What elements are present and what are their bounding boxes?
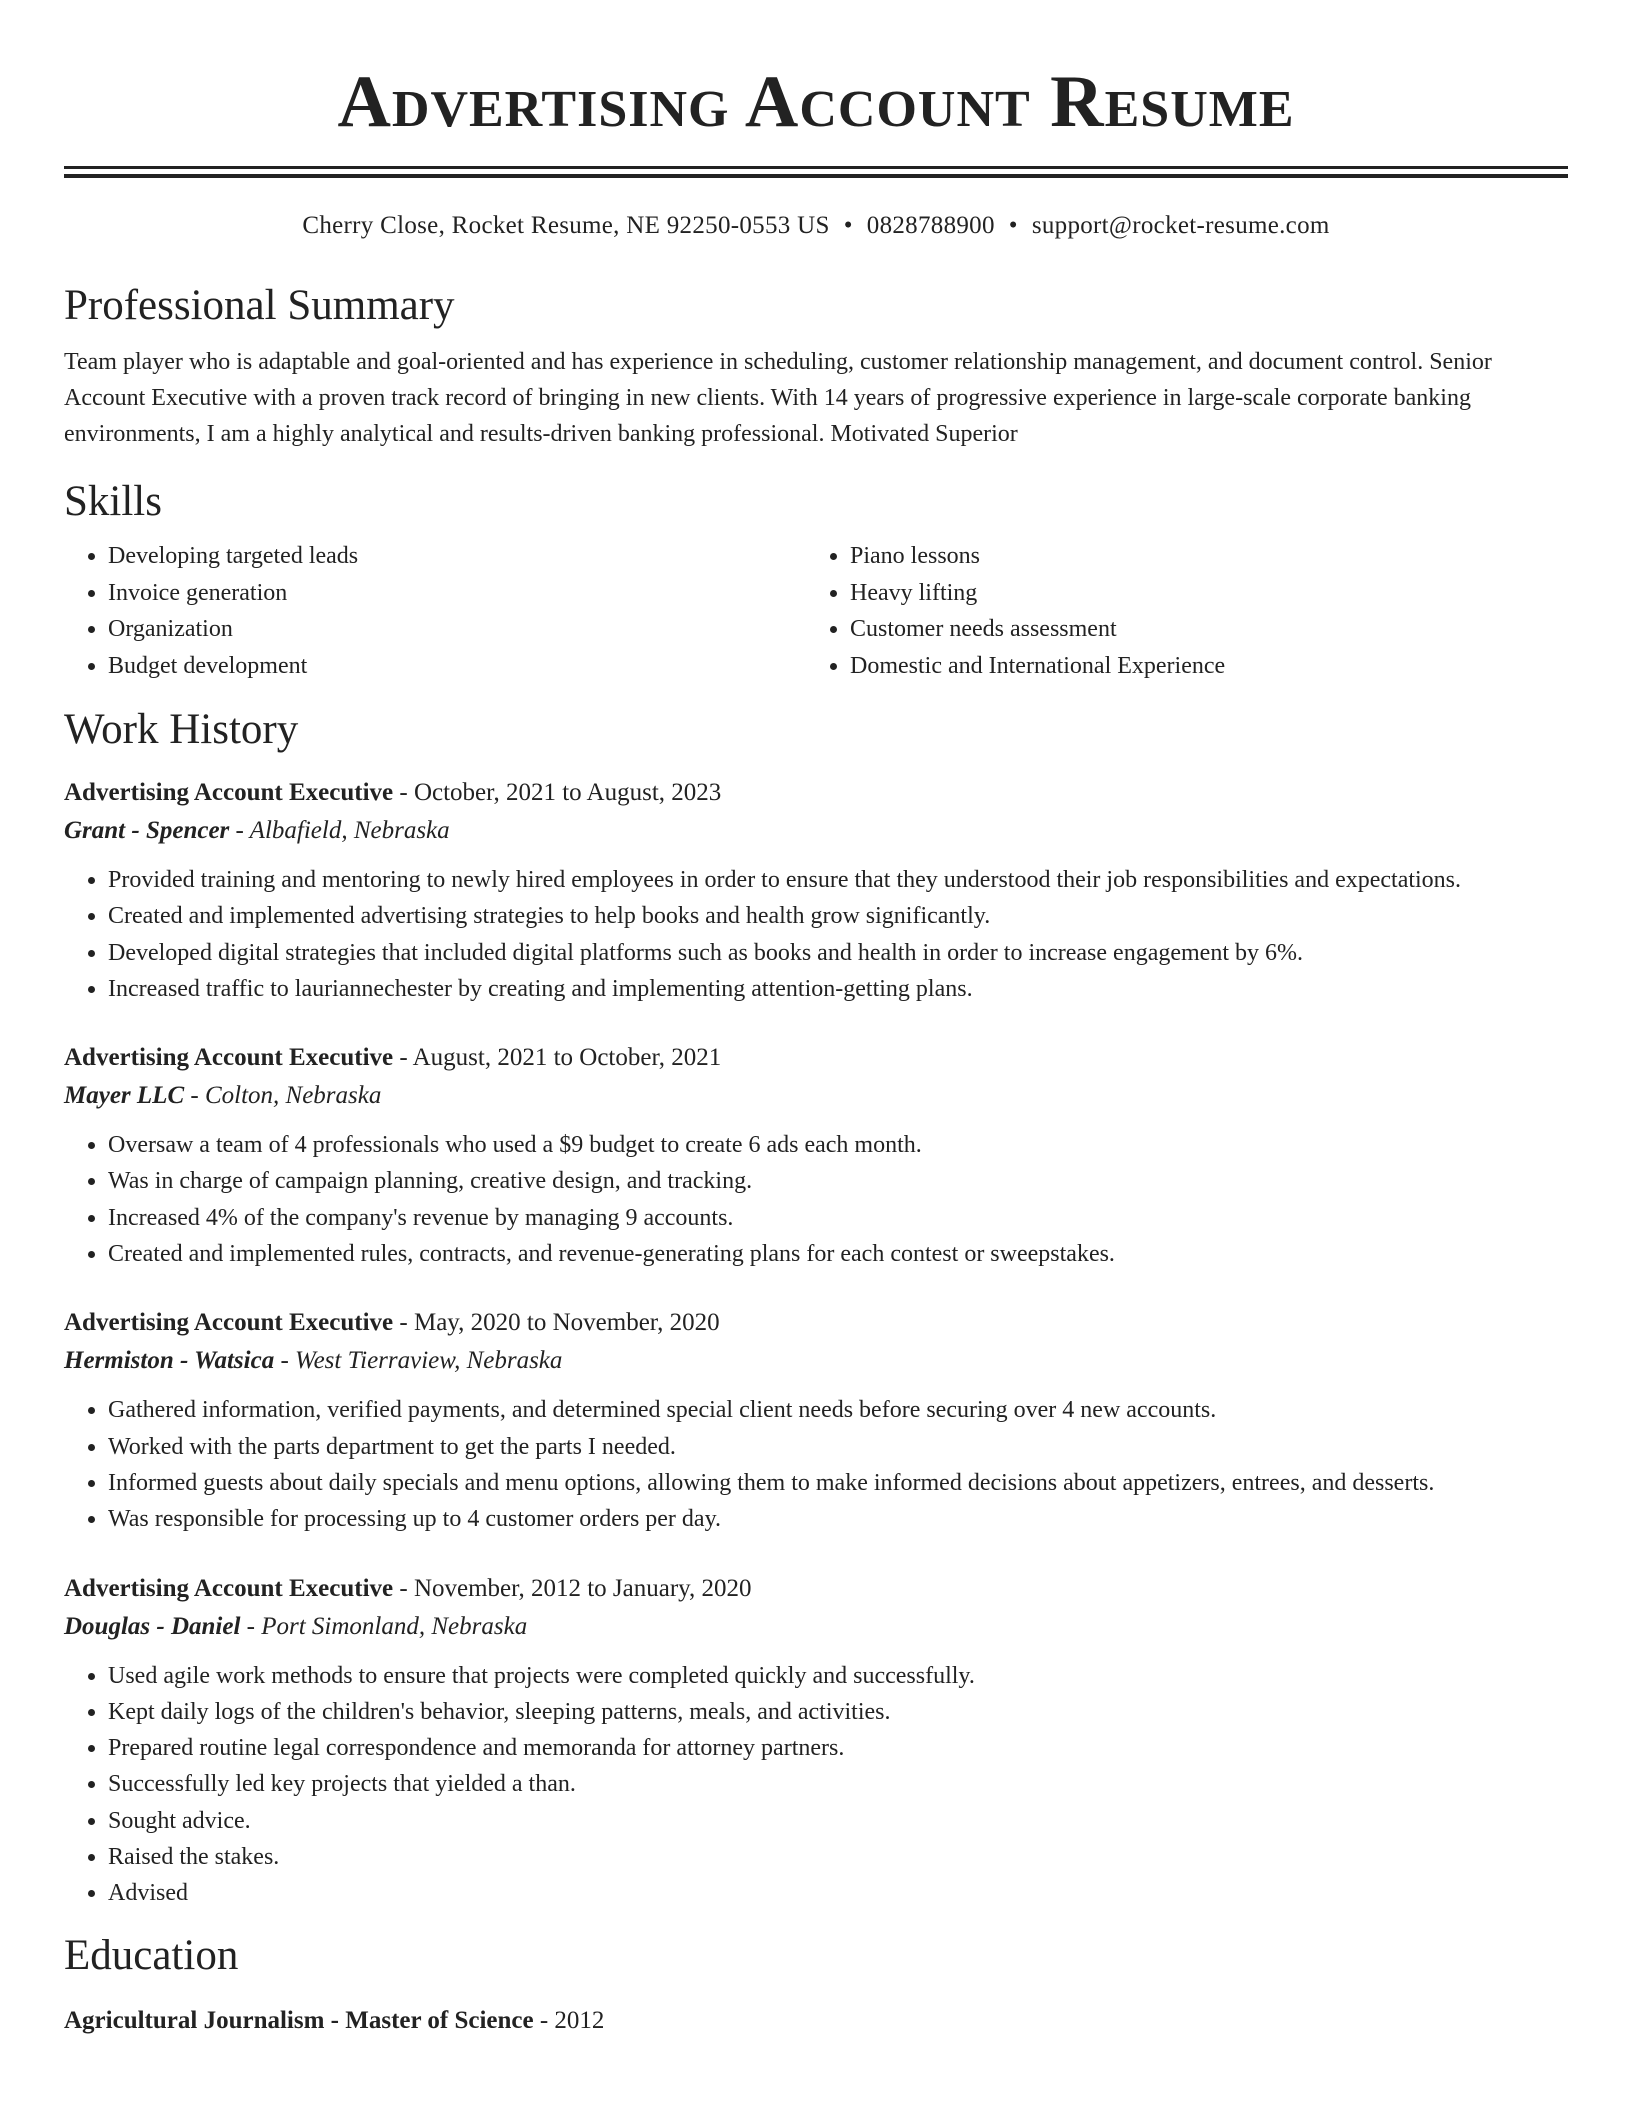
job-title-line — [64, 1304, 1568, 1342]
work-history-heading: Work History — [64, 706, 299, 753]
skills-column-right — [806, 538, 1548, 684]
contact-separator: • — [1008, 212, 1018, 239]
contact-line — [64, 210, 1568, 242]
job-entry — [64, 1304, 1568, 1537]
job-bullet: • Successfully led key projects that yielded a than. — [108, 1766, 1568, 1802]
job-company: Douglas - Daniel — [64, 1612, 241, 1640]
job-company-line — [64, 812, 1568, 850]
job-entry — [64, 1570, 1568, 1912]
job-bullet: • Provided training and mentoring to newly hired employees in order to ensure that they understood their job responsibilities and expectations. — [108, 862, 1568, 898]
skill-item: • Invoice generation — [108, 575, 806, 612]
job-bullet: • Created and implemented rules, contracts, and revenue-generating plans for each contest or sweepstakes. — [108, 1236, 1568, 1272]
job-company: Mayer LLC — [64, 1082, 185, 1110]
job-bullet: • Oversaw a team of 4 professionals who used a $9 budget to create 6 ads each month. — [108, 1127, 1568, 1163]
summary-text: Team player who is adaptable and goal-oriented and has experience in scheduling, customer relationship management, and document control. Senior Account Executive with a proven track record of bringing in new clients. With 14 years of progressive experience in large-scale corporate banking environments, I am a highly analytical and results-driven banking professional. Motivated Superior — [64, 349, 1492, 447]
job-bullet: • Used agile work methods to ensure that projects were completed quickly and successfully. — [108, 1658, 1568, 1694]
skills-list — [64, 538, 1568, 684]
skill-item: • Organization — [108, 611, 806, 648]
job-company-line — [64, 1077, 1568, 1115]
job-title-line — [64, 774, 1568, 812]
job-bullet: • Advised — [108, 1875, 1568, 1911]
skill-item: • Budget development — [108, 648, 806, 685]
job-role: Advertising Account Executive — [64, 779, 394, 806]
skill-item: • Customer needs assessment — [850, 611, 1548, 648]
job-bullet: • Developed digital strategies that included digital platforms such as books and health in order to increase engagement by 6%. — [108, 935, 1568, 971]
resume-title: Advertising Account Resume — [337, 61, 1295, 143]
job-bullet: • Gathered information, verified payments, and determined special client needs before securing over 4 new accounts. — [108, 1392, 1568, 1428]
job-bullets — [64, 862, 1568, 1007]
skill-item: • Domestic and International Experience — [850, 648, 1548, 685]
job-bullet: • Created and implemented advertising strategies to help books and health grow significantly. — [108, 898, 1568, 934]
job-role: Advertising Account Executive — [64, 1309, 394, 1337]
job-bullet: • Was in charge of campaign planning, creative design, and tracking. — [108, 1163, 1568, 1199]
job-company-line — [64, 1608, 1568, 1646]
job-bullet: • Sought advice. — [108, 1803, 1568, 1839]
skills-column-left — [64, 538, 806, 684]
skills-heading: Skills — [64, 478, 162, 525]
job-location: - West Tierraview, Nebraska — [274, 1347, 563, 1375]
contact-phone: 0828788900 — [866, 212, 995, 239]
skill-item: • Heavy lifting — [850, 575, 1548, 612]
title-divider — [64, 166, 1568, 178]
job-company-line — [64, 1342, 1568, 1380]
job-dates: - May, 2020 to November, 2020 — [393, 1309, 720, 1337]
education-heading: Education — [64, 1931, 239, 1979]
job-dates: - October, 2021 to August, 2023 — [393, 779, 722, 806]
job-location: - Port Simonland, Nebraska — [240, 1612, 528, 1640]
job-bullet: • Worked with the parts department to get the parts I needed. — [108, 1429, 1568, 1465]
job-role: Advertising Account Executive — [64, 1574, 394, 1602]
job-title-line — [64, 1039, 1568, 1077]
summary-heading: Professional Summary — [64, 282, 455, 329]
job-role: Advertising Account Executive — [64, 1044, 394, 1072]
contact-address: Cherry Close, Rocket Resume, NE 92250-0553 US — [302, 212, 830, 239]
contact-separator: • — [843, 212, 853, 239]
job-title-line — [64, 1570, 1568, 1608]
job-bullets — [64, 1127, 1568, 1272]
job-bullet: • Prepared routine legal correspondence and memoranda for attorney partners. — [108, 1730, 1568, 1766]
skill-item: • Piano lessons — [850, 538, 1548, 575]
job-dates: - August, 2021 to October, 2021 — [393, 1044, 722, 1072]
job-dates: - November, 2012 to January, 2020 — [393, 1574, 752, 1602]
job-bullets — [64, 1658, 1568, 1912]
job-bullet: • Informed guests about daily specials and menu options, allowing them to make informed decisions about appetizers, entrees, and desserts. — [108, 1465, 1568, 1501]
job-entry — [64, 1039, 1568, 1272]
education-entry — [64, 2002, 1568, 2040]
education-degree: Agricultural Journalism - Master of Science — [64, 2006, 534, 2034]
job-entry — [64, 774, 1568, 1007]
job-location: - Colton, Nebraska — [184, 1082, 382, 1110]
job-bullets — [64, 1392, 1568, 1537]
job-company: Hermiston - Watsica — [64, 1347, 275, 1375]
job-bullet: • Was responsible for processing up to 4 customer orders per day. — [108, 1501, 1568, 1537]
job-bullet: • Kept daily logs of the children's behavior, sleeping patterns, meals, and activities. — [108, 1694, 1568, 1730]
job-company: Grant - Spencer — [64, 817, 230, 844]
job-bullet: • Increased traffic to lauriannechester by creating and implementing attention-getting plans. — [108, 971, 1568, 1007]
skill-item: • Developing targeted leads — [108, 538, 806, 575]
education-year: - 2012 — [533, 2006, 605, 2034]
contact-email: support@rocket-resume.com — [1031, 212, 1330, 239]
job-location: - Albafield, Nebraska — [229, 817, 450, 844]
job-bullet: • Increased 4% of the company's revenue by managing 9 accounts. — [108, 1200, 1568, 1236]
job-bullet: • Raised the stakes. — [108, 1839, 1568, 1875]
